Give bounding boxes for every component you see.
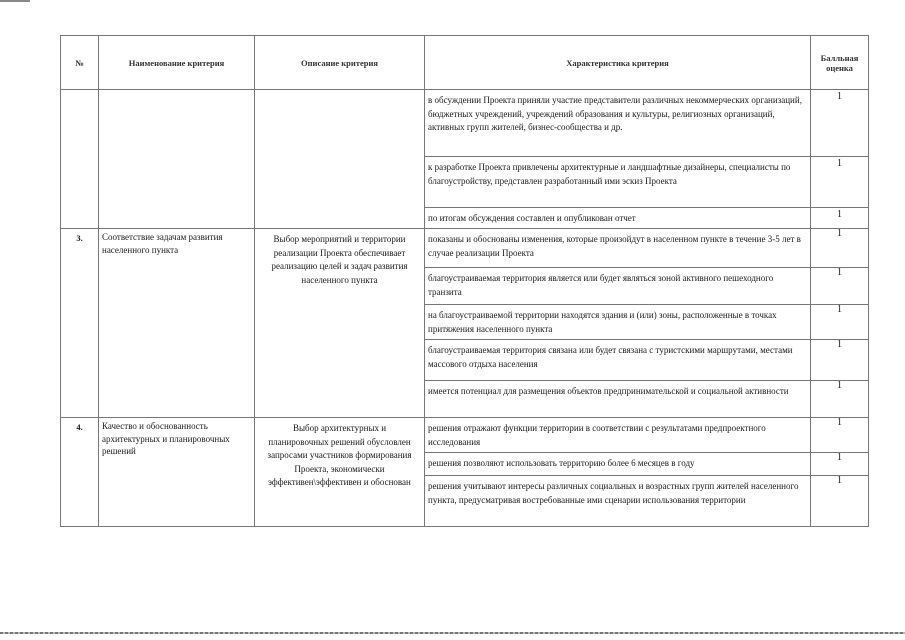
criterion-number: 3.	[61, 229, 99, 418]
criterion-description: Выбор архитектурных и планировочных решений обусловлен запросами участников формирования Проекта, экономически эффективен\эффективен и обоснован	[255, 418, 425, 527]
criteria-table	[60, 35, 869, 527]
characteristic-text: благоустраиваемая территория является или будет являться зоной активного пешеходного транзита	[425, 268, 811, 305]
header-num: №	[61, 36, 99, 90]
criterion-description	[255, 90, 425, 229]
score-value: 1	[811, 305, 869, 340]
criterion-name	[99, 90, 255, 229]
scan-edge-mark	[0, 0, 30, 2]
score-value: 1	[811, 381, 869, 418]
characteristic-text: по итогам обсуждения составлен и опубликован отчет	[425, 208, 811, 229]
score-value: 1	[811, 453, 869, 476]
score-value: 1	[811, 90, 869, 157]
characteristic-text: решения учитывают интересы различных социальных и возрастных групп жителей населенного пункта, предусматривая востребованные ими сценарии использования территории	[425, 476, 811, 527]
criterion-description: Выбор мероприятий и территории реализации Проекта обеспечивает реализацию целей и задач развития населенного пункта	[255, 229, 425, 418]
characteristic-text: показаны и обоснованы изменения, которые произойдут в населенном пункте в течение 3-5 лет в случае реализации Проекта	[425, 229, 811, 268]
scan-edge-line	[0, 632, 905, 634]
score-value: 1	[811, 476, 869, 527]
score-value: 1	[811, 340, 869, 381]
characteristic-text: в обсуждении Проекта приняли участие представители различных некоммерческих организаций, бюджетных учреждений, учреждений образования и культуры, религиозных организаций, активных групп жителей, бизнес-сообщества и др.	[425, 90, 811, 157]
table-row	[61, 418, 869, 453]
criterion-name: Соответствие задачам развития населенного пункта	[99, 229, 255, 418]
score-value: 1	[811, 268, 869, 305]
characteristic-text: решения позволяют использовать территорию более 6 месяцев в году	[425, 453, 811, 476]
score-value: 1	[811, 229, 869, 268]
characteristic-text: на благоустраиваемой территории находятся здания и (или) зоны, расположенные в точках притяжения населенного пункта	[425, 305, 811, 340]
characteristic-text: имеется потенциал для размещения объектов предпринимательской и социальной активности	[425, 381, 811, 418]
table-row	[61, 229, 869, 268]
header-description: Описание критерия	[255, 36, 425, 90]
characteristic-text: решения отражают функции территории в соответствии с результатами предпроектного исследования	[425, 418, 811, 453]
characteristic-text: благоустраиваемая территория связана или будет связана с туристскими маршрутами, местами массового отдыха населения	[425, 340, 811, 381]
criterion-number	[61, 90, 99, 229]
header-name: Наименование критерия	[99, 36, 255, 90]
score-value: 1	[811, 208, 869, 229]
score-value: 1	[811, 418, 869, 453]
header-characteristic: Характеристика критерия	[425, 36, 811, 90]
table-header-row	[61, 36, 869, 90]
score-value: 1	[811, 157, 869, 208]
criterion-name: Качество и обоснованность архитектурных и планировочных решений	[99, 418, 255, 527]
criterion-number: 4.	[61, 418, 99, 527]
characteristic-text: к разработке Проекта привлечены архитектурные и ландшафтные дизайнеры, специалисты по благоустройству, представлен разработанный ими эскиз Проекта	[425, 157, 811, 208]
table-row	[61, 90, 869, 157]
header-score: Балльная оценка	[811, 36, 869, 90]
